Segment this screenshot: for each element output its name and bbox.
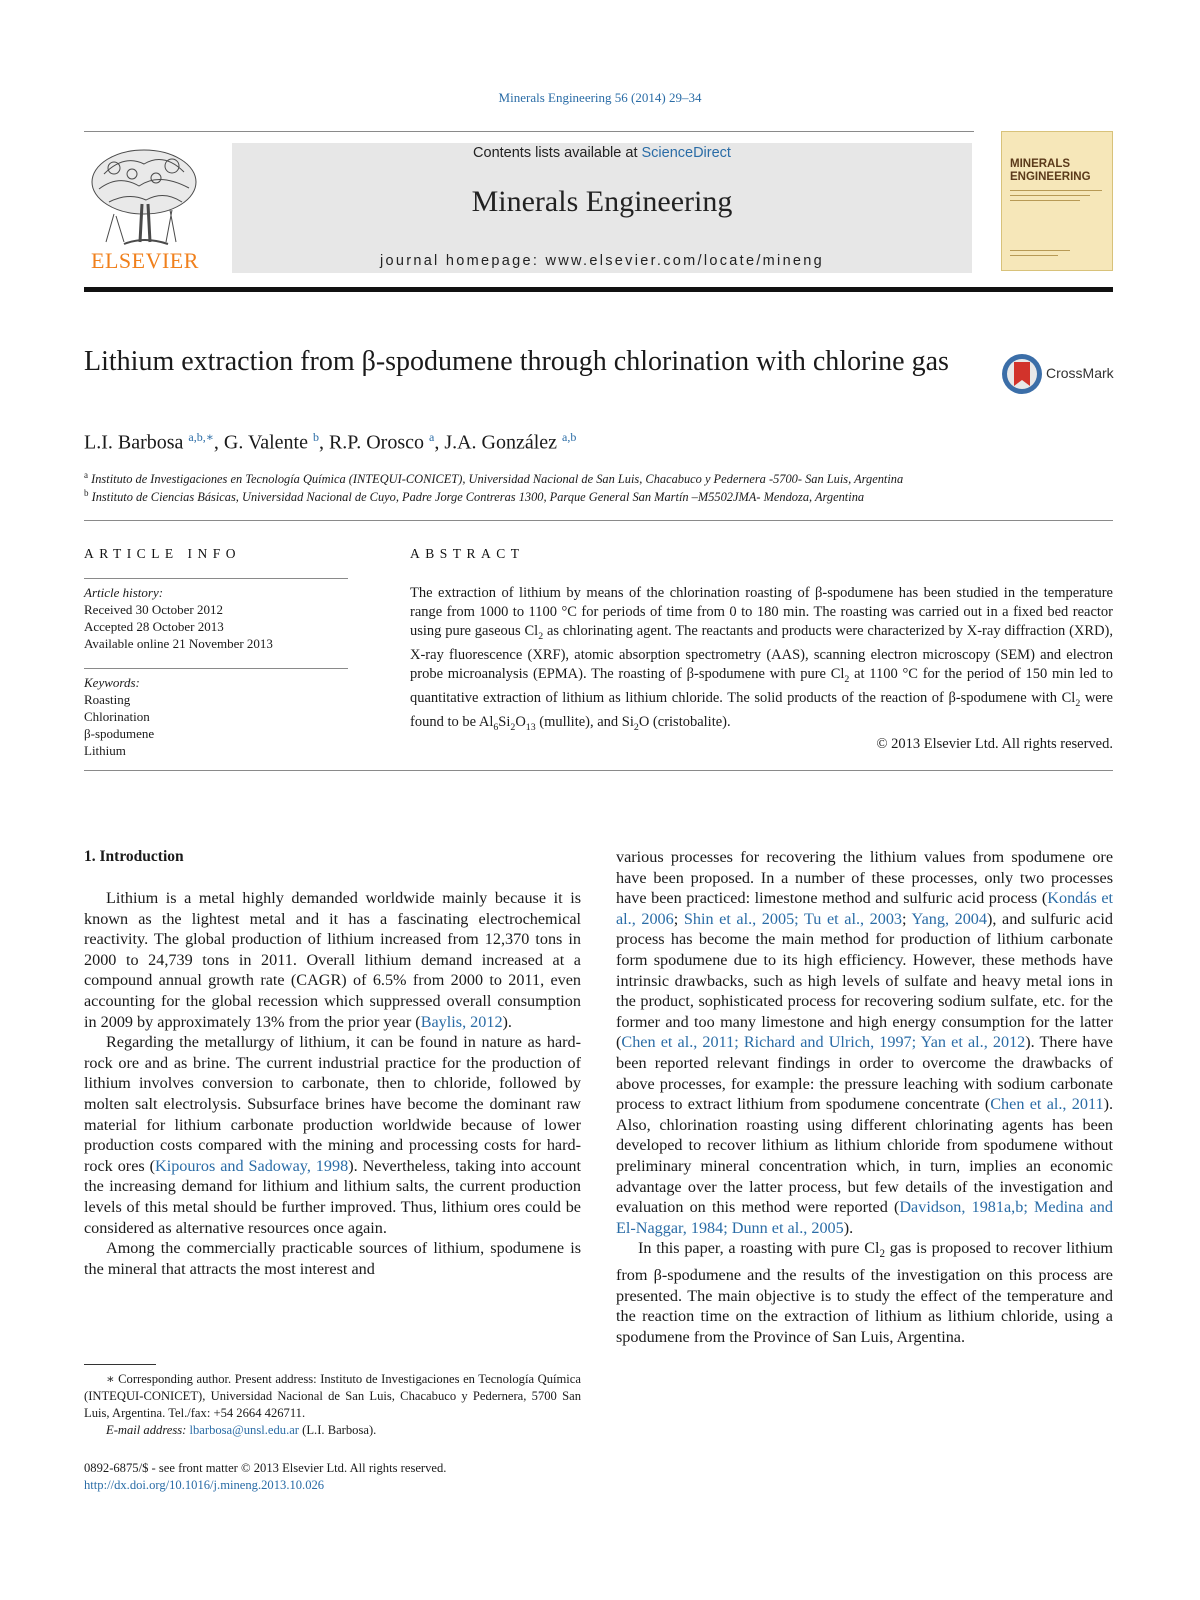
journal-cover-thumbnail[interactable] (1001, 131, 1113, 271)
author-affiliation-mark[interactable]: b (312, 430, 319, 444)
corresponding-author-footnote: ∗ Corresponding author. Present address: Instituto de Investigaciones en Tecnología Química (INTEQUI-CONICET), Universidad Nacional de San Luis, Chacabuco y Pedernera, 5700 San Luis, Argentina. Tel./fax: +54 2664 426711. E-mail address: lbarbosa@unsl.edu.ar (L.I. Barbosa). (84, 1372, 581, 1437)
email-link[interactable]: lbarbosa@unsl.edu.ar (189, 1423, 300, 1437)
reference-link[interactable]: Davidson, 1981a,b; Medina and El-Naggar, 1984; Dunn et al., 2005 (616, 1198, 1113, 1237)
reference-link[interactable]: Shin et al., 2005; Tu et al., 2003 (683, 909, 903, 928)
author-list: L.I. Barbosa $^{a,b,∗}$, G. Valente $^b$, R.P. Orosco $^a$, J.A. González $^{a,b}$ (84, 430, 577, 454)
body-column-left (84, 888, 581, 1279)
crossmark-label: CrossMark (1046, 365, 1114, 381)
cover-text-line (1010, 195, 1090, 196)
keyword: Lithium (84, 743, 126, 758)
keyword: Chlorination (84, 709, 150, 724)
reference-link[interactable]: Kipouros and Sadoway, 1998 (155, 1156, 349, 1175)
keywords: Keywords: Roasting Chlorination β-spodumene Lithium (84, 675, 155, 758)
header-divider (84, 131, 974, 132)
author-name[interactable]: J.A. González (444, 431, 558, 454)
header-thick-rule (84, 287, 1113, 292)
doi-link[interactable]: http://dx.doi.org/10.1016/j.mineng.2013.10.026 (84, 1478, 325, 1492)
article-title: Lithium extraction from β-spodumene through chlorination with chlorine gas (84, 346, 949, 377)
paragraph: Regarding the metallurgy of lithium, it can be found in nature as hard-rock ore and as brine. The current industrial practice for the production of lithium involves conversion to carbonate, then to chloride, followed by molten salt electrolysis. Subsurface brines have become the dominant raw material for lithium carbonate production worldwide because of lower production costs compared with the mining and processing costs for hard-rock ores (Kipouros and Sadoway, 1998). Nevertheless, taking into account the increasing demand for lithium and lithium salts, the current production levels of this metal should be further improved. Thus, lithium ores could be considered as alternative resources once again. (84, 1033, 582, 1237)
divider (84, 668, 348, 669)
article-history: Article history: Received 30 October 2012 Accepted 28 October 2013 Available online 21 November 2013 (84, 585, 273, 651)
divider (84, 770, 1113, 771)
keyword: Roasting (84, 692, 131, 707)
issn-line: 0892-6875/$ - see front matter © 2013 Elsevier Ltd. All rights reserved. http://dx.doi.org/10.1016/j.mineng.2013.10.026 (84, 1461, 447, 1492)
author-name[interactable]: R.P. Orosco (328, 431, 424, 454)
cover-title: MINERALS ENGINEERING (1010, 158, 1091, 183)
elsevier-tree-icon (84, 144, 206, 252)
footnote-rule (84, 1364, 156, 1365)
paragraph: Among the commercially practicable sources of lithium, spodumene is the mineral that attracts the most interest and (84, 1239, 581, 1278)
cover-text-line (1010, 250, 1070, 251)
section-heading: 1. Introduction (84, 848, 184, 865)
cover-text-line (1010, 190, 1102, 191)
reference-link[interactable]: Chen et al., 2011; Richard and Ulrich, 1997; Yan et al., 2012 (621, 1033, 1026, 1052)
author-name[interactable]: L.I. Barbosa (84, 431, 184, 454)
body-column-right (616, 847, 1113, 1347)
author-affiliation-mark[interactable]: a,b,∗ (188, 430, 214, 444)
article-info-heading: ARTICLE INFO (84, 546, 242, 561)
reference-link[interactable]: Baylis, 2012 (420, 1012, 503, 1031)
reference-link[interactable]: Chen et al., 2011 (990, 1095, 1104, 1114)
journal-banner (232, 143, 972, 273)
cover-text-line (1010, 255, 1058, 256)
accepted-date: Accepted 28 October 2013 (84, 619, 224, 634)
abstract-heading: ABSTRACT (410, 546, 525, 561)
reference-link[interactable]: Yang, 2004 (911, 909, 987, 928)
elsevier-logo (84, 144, 206, 274)
contents-line: Contents lists available at ScienceDirect (473, 145, 731, 161)
paragraph: Lithium is a metal highly demanded worldwide mainly because it is known as the lightest metal and it has a fascinating electrochemical reactivity. The global production of lithium increased from 12,370 tons in 2000 to 24,739 tons in 2011. Overall lithium demand increased at a compound annual growth rate (CAGR) of 6.5% from 2000 to 2011, even accounting for the global recession which suppressed overall consumption in 2009 by approximately 13% from the prior year (Baylis, 2012). (84, 889, 581, 1031)
author-affiliation-mark[interactable]: a,b (562, 430, 577, 444)
divider (84, 520, 1113, 521)
author-affiliation-mark[interactable]: a (428, 430, 435, 444)
paragraph: various processes for recovering the lithium values from spodumene ore have been proposed. In a number of these processes, only two processes have been practiced: limestone method and sulfuric acid process (Kondás et al., 2006; Shin et al., 2005; Tu et al., 2003; Yang, 2004), and sulfuric acid process has become the main method for production of lithium carbonate form spodumene due to its high efficiency. However, these methods have intrinsic drawbacks, such as high levels of sulfate and heavy metal ions in the product, sophisticated process for recovering sodium sulfate, etc. for the former and too many limestone and high energy consumption for the latter (Chen et al., 2011; Richard and Ulrich, 1997; Yan et al., 2012). There have been reported relevant findings in order to overcome the drawbacks of above processes, for example: the pressure leaching with sodium carbonate process to extract lithium from spodumene concentrate (Chen et al., 2011). Also, chlorination roasting using different chlorinating agents has been developed to recover lithium as lithium chloride from spodumene without preliminary mineral concentration which, in turn, implies an economic advantage over the latter process, but few details of the investigation and evaluation on this method were reported (Davidson, 1981a,b; Medina and El-Naggar, 1984; Dunn et al., 2005). (616, 848, 1114, 1237)
affiliation-b: $^b$ Instituto de Ciencias Básicas, Universidad Nacional de Cuyo, Padre Jorge Contreras 1300, Parque General San Martín –M5502JMA- Mendoza, Argentina (84, 488, 865, 505)
abstract-text: The extraction of lithium by means of the chlorination roasting of β-spodumene has been studied in the temperature range from 1000 to 1100 °C for periods of time from 0 to 180 min. The roasting was carried out in a fixed bed reactor using pure gaseous $Cl_2$ as chlorinating agent. The reactants and products were characterized by X-ray diffraction (XRD), X-ray fluorescence (XRF), atomic absorption spectrometry (AAS), scanning electron microscopy (SEM) and electron probe microanalysis (EPMA). The roasting of β-spodumene with pure $Cl_2$ at 1100 °C for the period of 150 min led to quantitative extraction of lithium as lithium chloride. The solid products of the reaction of β-spodumene with $Cl_2$ were found to be $Al_6Si_2O_{13}$ (mullite), and $Si_2O$ (cristobalite). (410, 585, 1114, 733)
crossmark-icon (1000, 352, 1044, 396)
elsevier-wordmark: ELSEVIER (91, 248, 199, 273)
divider (84, 578, 348, 579)
cover-text-line (1010, 200, 1080, 201)
paragraph: In this paper, a roasting with pure $Cl_2$ gas is proposed to recover lithium from β-spodumene and the results of the investigation on this process are presented. The main objective is to study the effect of the temperature and the reaction time on the extraction of lithium as lithium chloride, using a spodumene from the Province of San Luis, Argentina. (616, 1239, 1114, 1346)
abstract-copyright: © 2013 Elsevier Ltd. All rights reserved. (876, 736, 1113, 752)
keyword: β-spodumene (84, 726, 155, 741)
journal-homepage[interactable]: journal homepage: www.elsevier.com/locate/mineng (379, 253, 825, 269)
journal-title: Minerals Engineering (471, 185, 733, 218)
journal-citation[interactable]: Minerals Engineering 56 (2014) 29–34 (498, 90, 702, 105)
author-name[interactable]: G. Valente (223, 431, 308, 454)
online-date: Available online 21 November 2013 (84, 636, 273, 651)
received-date: Received 30 October 2012 (84, 602, 223, 617)
affiliation-a: $^a$ Instituto de Investigaciones en Tecnología Química (INTEQUI-CONICET), Universidad Nacional de San Luis, Chacabuco y Pedernera -5700- San Luis, Argentina (84, 470, 904, 487)
crossmark-badge[interactable] (1000, 352, 1120, 396)
reference-link[interactable]: Kondás et al., 2006 (616, 889, 1114, 928)
sciencedirect-link[interactable]: ScienceDirect (641, 145, 731, 161)
